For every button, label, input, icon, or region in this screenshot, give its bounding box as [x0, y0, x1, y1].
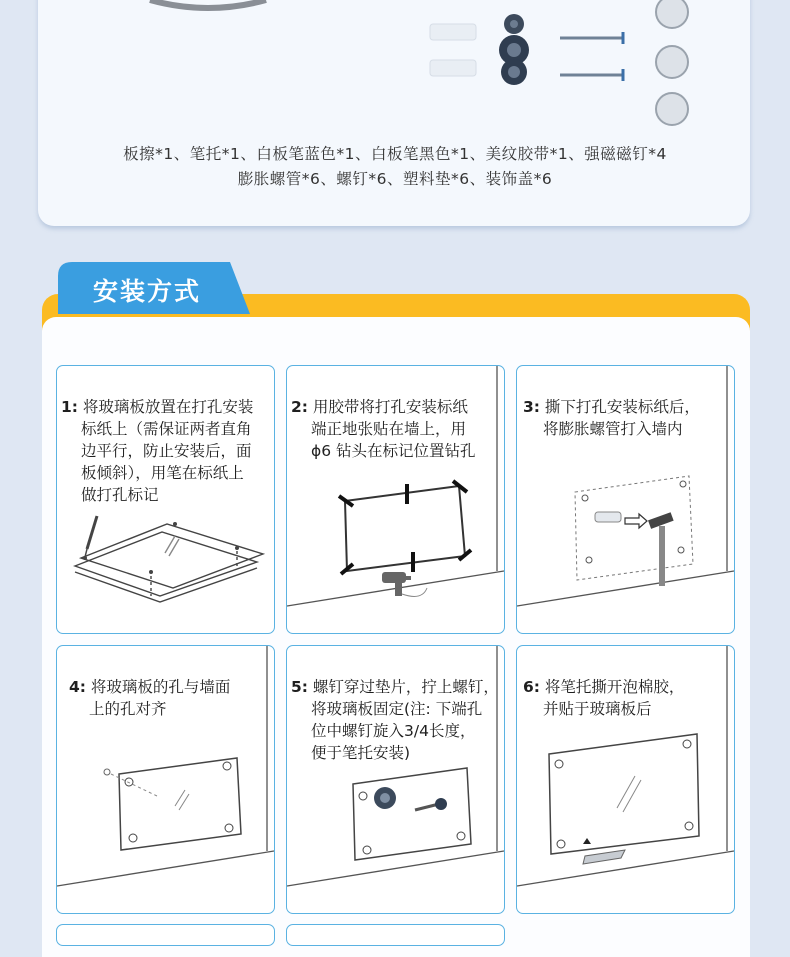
step-1-line: 标纸上（需保证两者直角: [81, 420, 252, 438]
step-3-card: [516, 365, 735, 634]
section-tab: [58, 262, 252, 316]
step-2-line: 端正地张贴在墙上，用: [311, 420, 467, 438]
step-4-illustration: [57, 646, 274, 913]
step-4-line: 将玻璃板的孔与墙面: [90, 678, 231, 696]
step-1-line: 将玻璃板放置在打孔安装: [82, 398, 254, 416]
step-6-line: 将笔托撕开泡棉胶，: [544, 678, 685, 696]
step-5-num: 5:: [291, 678, 308, 696]
step-3-num: 3:: [523, 398, 540, 416]
step-5-line: 便于笔托安装): [311, 744, 411, 762]
step-2-card: [286, 365, 505, 634]
step-3-illustration: [517, 366, 734, 633]
step-4-card: [56, 645, 275, 914]
step-5-line: 位中螺钉旋入3/4长度，: [311, 722, 476, 740]
step-5-line: 将玻璃板固定(注: 下端孔: [311, 700, 483, 718]
step-2-num: 2:: [291, 398, 308, 416]
step-5-line: 螺钉穿过垫片，拧上螺钉，: [312, 678, 499, 696]
step-1-line: 边平行，防止安装后，面: [81, 442, 252, 460]
step-7-card-partial: [56, 924, 275, 946]
step-6-num: 6:: [523, 678, 540, 696]
step-4-num: 4:: [69, 678, 86, 696]
accessories-card: [38, 0, 750, 226]
accessories-line-1: 板擦*1、笔托*1、白板笔蓝色*1、白板笔黑色*1、美纹胶带*1、强磁磁钉*4: [123, 145, 667, 163]
step-3-line: 将膨胀螺管打入墙内: [543, 420, 683, 438]
step-3-line: 撕下打孔安装标纸后，: [544, 398, 700, 416]
step-6-illustration: [517, 646, 734, 913]
step-5-card: [286, 645, 505, 914]
step-6-line: 并贴于玻璃板后: [543, 700, 652, 718]
step-2-line: ϕ6 钻头在标记位置钻孔: [311, 442, 476, 460]
step-1-illustration: [57, 366, 274, 633]
step-6-card: [516, 645, 735, 914]
step-1-num: 1:: [61, 398, 78, 416]
step-8-card-partial: [286, 924, 505, 946]
step-1-line: 做打孔标记: [81, 486, 159, 504]
accessories-line-2: 膨胀螺管*6、螺钉*6、塑料垫*6、装饰盖*6: [237, 170, 553, 188]
accessories-illustration: [38, 0, 750, 226]
step-4-line: 上的孔对齐: [89, 700, 167, 718]
step-2-illustration: [287, 366, 504, 633]
step-5-illustration: [287, 646, 504, 913]
step-2-line: 用胶带将打孔安装标纸: [312, 398, 468, 416]
section-title: 安装方式: [92, 277, 201, 306]
step-1-card: [56, 365, 275, 634]
step-1-line: 板倾斜），用笔在标纸上: [81, 464, 244, 482]
